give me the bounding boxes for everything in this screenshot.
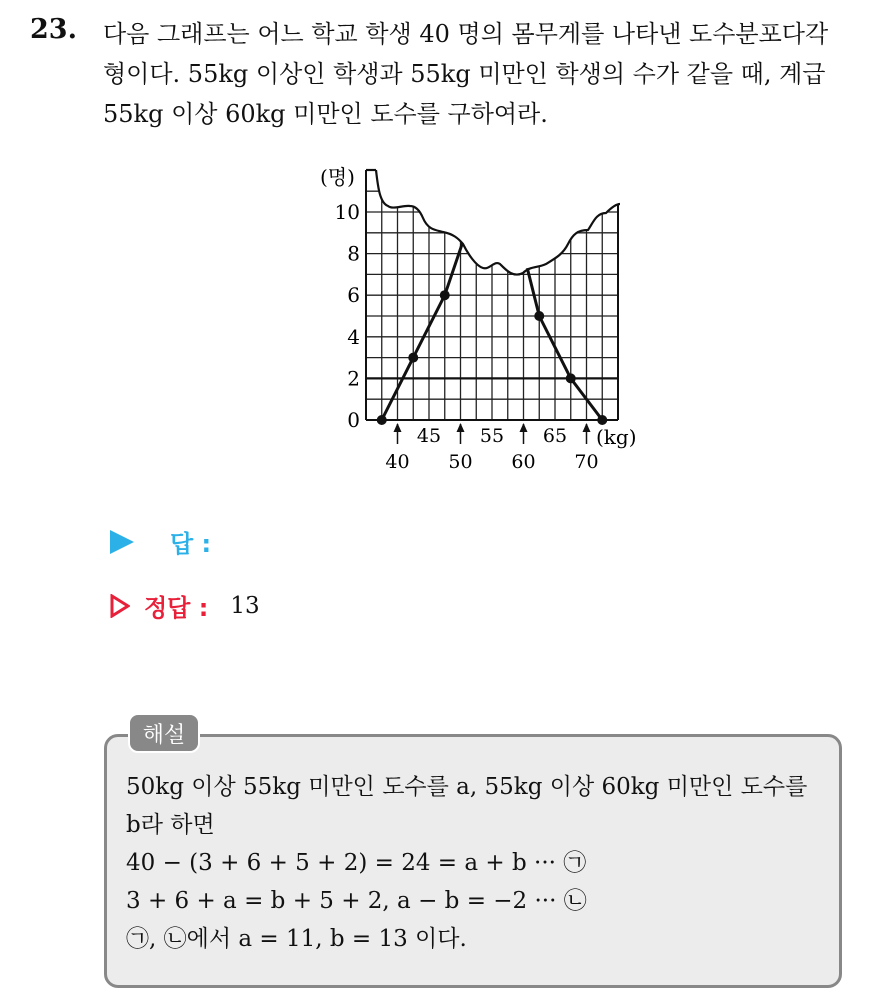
question-line-3: 55kg 이상 60kg 미만인 도수를 구하여라. <box>103 100 548 128</box>
answer-row <box>110 524 211 559</box>
play-triangle-icon <box>110 530 134 554</box>
x-tick-arrowhead <box>520 423 528 432</box>
y-tick-label: 10 <box>334 200 360 224</box>
correct-answer-label: 정답 : <box>144 594 209 622</box>
chart-grid <box>366 160 618 420</box>
data-point <box>534 311 544 321</box>
data-point <box>566 373 576 383</box>
question-line-2: 형이다. 55kg 이상인 학생과 55kg 미만인 학생의 수가 같을 때, 계급 <box>103 60 826 88</box>
answer-label: 답 : <box>170 530 212 558</box>
y-axis-unit-label: (명) <box>320 165 355 189</box>
series-line-left <box>382 243 463 420</box>
x-tick-label: 65 <box>542 425 568 447</box>
data-point <box>408 353 418 363</box>
explanation-line-5: ㉠, ㉡에서 a = 11, b = 13 이다. <box>126 926 467 952</box>
x-tick-label: 60 <box>511 451 536 473</box>
explanation-tag: 해설 <box>128 713 200 753</box>
frequency-polygon-chart <box>318 158 648 476</box>
explanation-text <box>126 768 831 958</box>
explanation-line-2: b라 하면 <box>126 812 215 838</box>
x-tick-arrowhead <box>583 423 591 432</box>
x-tick-arrowhead <box>457 423 465 432</box>
data-point <box>377 415 387 425</box>
y-tick-label: 4 <box>347 324 360 349</box>
outline-triangle-icon <box>110 594 130 618</box>
correct-answer-row <box>110 588 260 623</box>
explanation-line-1: 50kg 이상 55kg 미만인 도수를 a, 55kg 이상 60kg 미만인 도수를 <box>126 774 808 800</box>
y-tick-label: 8 <box>347 241 360 266</box>
x-tick-arrowhead <box>394 423 402 432</box>
data-point <box>440 290 450 300</box>
x-tick-label: 55 <box>479 425 505 447</box>
question-line-1: 다음 그래프는 어느 학교 학생 40 명의 몸무게를 나타낸 도수분포다각 <box>103 20 829 48</box>
correct-answer-value: 13 <box>230 592 260 619</box>
x-tick-label: 45 <box>416 425 442 447</box>
series-line-right <box>527 268 602 420</box>
question-text <box>103 14 863 134</box>
explanation-line-4: 3 + 6 + a = b + 5 + 2, a − b = −2 ··· ㉡ <box>126 888 587 914</box>
explanation-line-3: 40 − (3 + 6 + 5 + 2) = 24 = a + b ··· ㉠ <box>126 850 587 876</box>
x-tick-label: 40 <box>385 451 410 473</box>
torn-paper-edge <box>366 170 620 275</box>
y-tick-label: 6 <box>347 283 360 308</box>
x-tick-label: 50 <box>448 451 473 473</box>
x-axis-unit-label: (kg) <box>596 425 637 449</box>
x-tick-label: 70 <box>574 451 599 473</box>
y-tick-label: 2 <box>347 366 360 391</box>
question-number: 23. <box>30 14 77 45</box>
data-point <box>597 415 607 425</box>
y-tick-label: 0 <box>347 408 360 432</box>
